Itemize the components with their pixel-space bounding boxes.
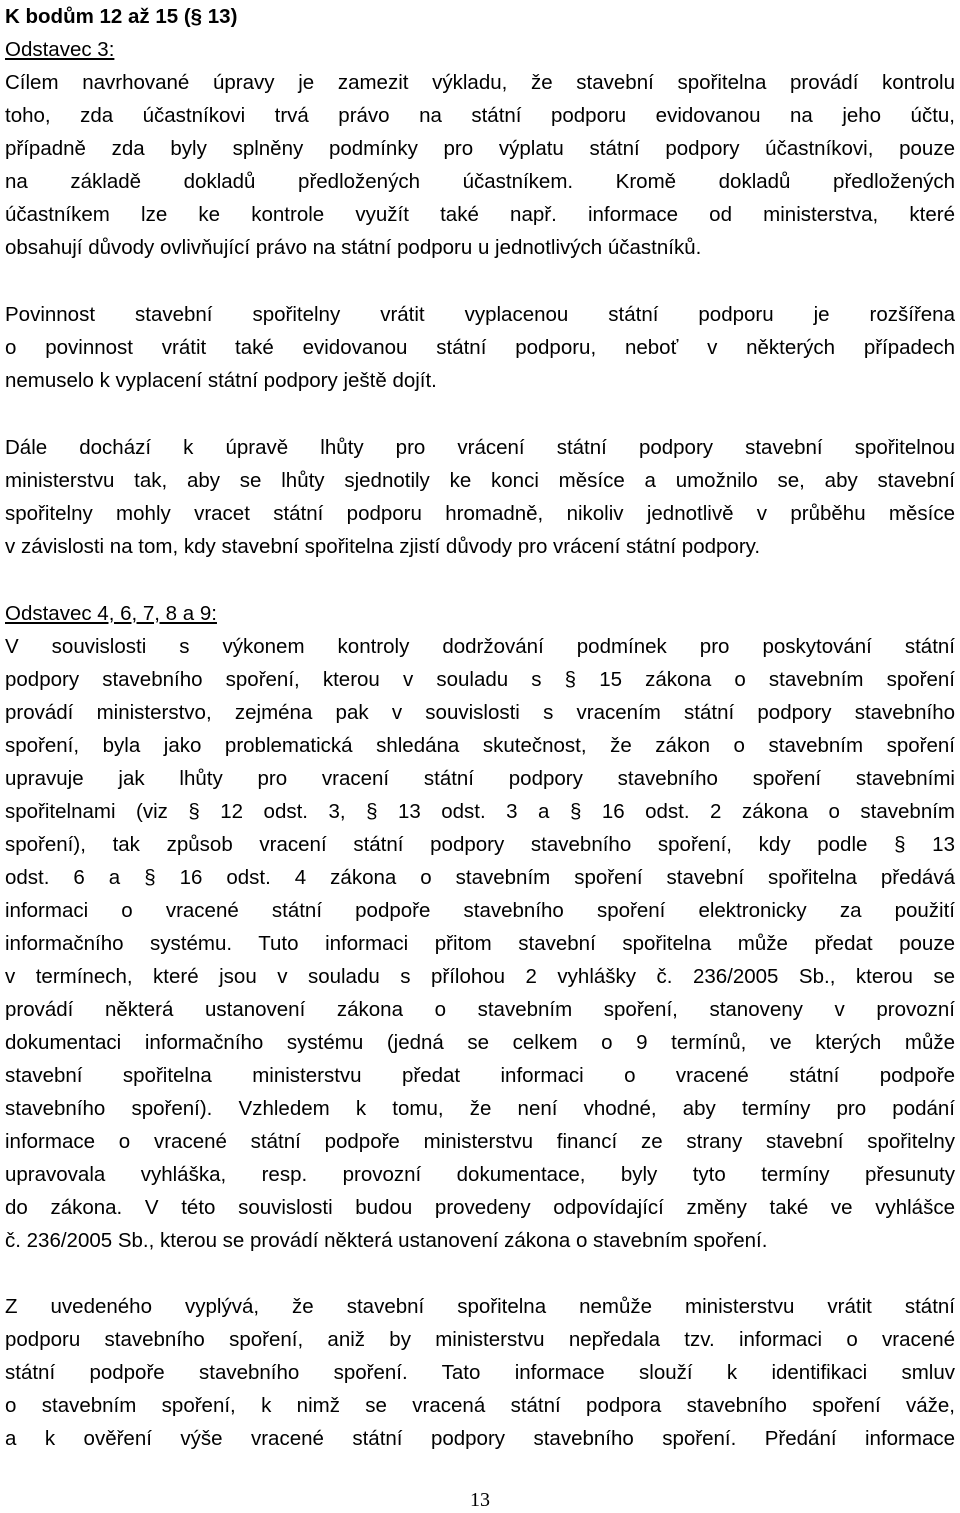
subsection-3-title: Odstavec 3: [5,38,115,61]
paragraph-line: na základě dokladů předložených účastníkem. Kromě dokladů předložených [5,170,955,193]
paragraph-line: odst. 6 a § 16 odst. 4 zákona o stavebním spoření stavební spořitelna předává [5,866,955,889]
paragraph-line: v závislosti na tom, kdy stavební spořitelna zjistí důvody pro vrácení státní podpory. [5,535,761,558]
paragraph-line: V souvislosti s výkonem kontroly dodržování podmínek pro poskytování státní [5,635,955,658]
paragraph-line: Z uvedeného vyplývá, že stavební spořitelna nemůže ministerstvu vrátit státní [5,1295,955,1318]
paragraph-line: spoření), tak způsob vracení státní podpory stavebního spoření, kdy podle § 13 [5,833,955,856]
paragraph-line: provádí některá ustanovení zákona o stavebním spoření, stanoveny v provozní [5,998,955,1021]
paragraph-line: dokumentaci informačního systému (jedná se celkem o 9 termínů, ve kterých může [5,1031,955,1054]
paragraph-line: nemuselo k vyplacení státní podpory ještě dojít. [5,369,437,392]
subsection-4-title: Odstavec 4, 6, 7, 8 a 9: [5,602,217,625]
paragraph-line: spořitelny mohly vracet státní podporu hromadně, nikoliv jednotlivě v průběhu měsíce [5,502,955,525]
paragraph-line: toho, zda účastníkovi trvá právo na státní podporu evidovanou na jeho účtu, [5,104,955,127]
paragraph-line: upravovala vyhláška, resp. provozní dokumentace, byly tyto termíny přesunuty [5,1163,955,1186]
paragraph-line: podpory stavebního spoření, kterou v souladu s § 15 zákona o stavebním spoření [5,668,955,691]
paragraph-line: podporu stavebního spoření, aniž by ministerstvu nepředala tzv. informaci o vracené [5,1328,955,1351]
page-number: 13 [470,1489,490,1511]
paragraph-line: provádí ministerstvo, zejména pak v souvislosti s vracením státní podpory stavebního [5,701,955,724]
paragraph-line: č. 236/2005 Sb., kterou se provádí některá ustanovení zákona o stavebním spoření. [5,1229,768,1252]
section-heading: K bodům 12 až 15 (§ 13) [5,5,238,28]
paragraph-line: do zákona. V této souvislosti budou provedeny odpovídající změny také ve vyhlášce [5,1196,955,1219]
paragraph-line: spořitelnami (viz § 12 odst. 3, § 13 odst. 3 a § 16 odst. 2 zákona o stavebním [5,800,955,823]
paragraph-line: Povinnost stavební spořitelny vrátit vyplacenou státní podporu je rozšířena [5,303,955,326]
paragraph-line: informace o vracené státní podpoře ministerstvu financí ze strany stavební spořitelny [5,1130,955,1153]
paragraph-line: účastníkem lze ke kontrole využít také např. informace od ministerstva, které [5,203,955,226]
paragraph-line: případně zda byly splněny podmínky pro výplatu státní podpory účastníkovi, pouze [5,137,955,160]
paragraph-line: Dále dochází k úpravě lhůty pro vrácení státní podpory stavební spořitelnou [5,436,955,459]
paragraph-line: stavebního spoření). Vzhledem k tomu, že není vhodné, aby termíny pro podání [5,1097,955,1120]
paragraph-line: stavební spořitelna ministerstvu předat informaci o vracené státní podpoře [5,1064,955,1087]
paragraph-line: informaci o vracené státní podpoře stavebního spoření elektronicky za použití [5,899,955,922]
paragraph-line: v termínech, které jsou v souladu s přílohou 2 vyhlášky č. 236/2005 Sb., kterou se [5,965,955,988]
paragraph-line: informačního systému. Tuto informaci přitom stavební spořitelna může předat pouze [5,932,955,955]
paragraph-line: spoření, byla jako problematická shledána skutečnost, že zákon o stavebním spoření [5,734,955,757]
paragraph-line: státní podpoře stavebního spoření. Tato informace slouží k identifikaci smluv [5,1361,955,1384]
paragraph-line: ministerstvu tak, aby se lhůty sjednotily ke konci měsíce a umožnilo se, aby stavební [5,469,955,492]
paragraph-line: upravuje jak lhůty pro vracení státní podpory stavebního spoření stavebními [5,767,955,790]
paragraph-line: o stavebním spoření, k nimž se vracená státní podpora stavebního spoření váže, [5,1394,955,1417]
paragraph-line: a k ověření výše vracené státní podpory stavebního spoření. Předání informace [5,1427,955,1450]
paragraph-line: o povinnost vrátit také evidovanou státní podporu, neboť v některých případech [5,336,955,359]
paragraph-line: Cílem navrhované úpravy je zamezit výkladu, že stavební spořitelna provádí kontrolu [5,71,955,94]
paragraph-line: obsahují důvody ovlivňující právo na státní podporu u jednotlivých účastníků. [5,236,702,259]
